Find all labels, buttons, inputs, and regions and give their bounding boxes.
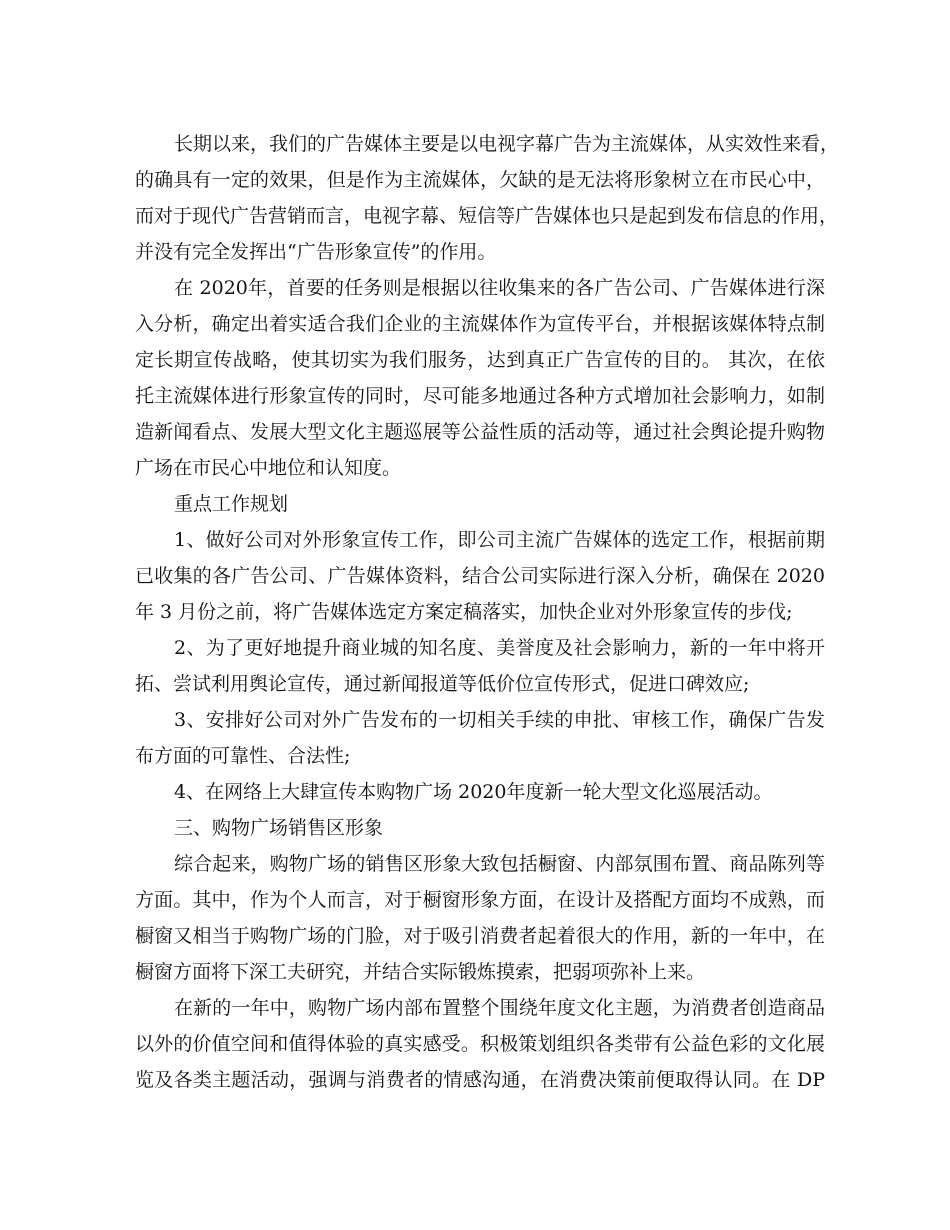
text-line: 在 2020年，首要的任务则是根据以往收集来的各广告公司、广告媒体进行深 (174, 277, 825, 299)
text-line: 的确具有一定的效果，但是作为主流媒体，欠缺的是无法将形象树立在市民心中， (135, 169, 825, 191)
text-line: 广场在市民心中地位和认知度。 (135, 457, 402, 479)
list-item-4 (135, 774, 825, 810)
paragraph-2020-tasks (135, 270, 825, 486)
paragraph-sales-area-image (135, 846, 825, 990)
text-line: 入分析，确定出着实适合我们企业的主流媒体作为宣传平台，并根据该媒体特点制 (135, 313, 825, 335)
section-heading-sales-area (135, 810, 825, 846)
text-line: 造新闻看点、发展大型文化主题巡展等公益性质的活动等，通过社会舆论提升购物 (135, 421, 825, 443)
text-line: 已收集的各广告公司、广告媒体资料，结合公司实际进行深入分析，确保在 2020 (135, 565, 825, 587)
text-line: 年 3 月份之前，将广告媒体选定方案定稿落实，加快企业对外形象宣传的步伐; (135, 601, 793, 623)
list-item-1 (135, 522, 825, 630)
text-line: 布方面的可靠性、合法性; (135, 745, 351, 767)
text-line: 览及各类主题活动，强调与消费者的情感沟通，在消费决策前便取得认同。在 DP (135, 1069, 825, 1091)
text-line: 并没有完全发挥出“广告形象宣传”的作用。 (135, 241, 497, 263)
text-line: 方面。其中，作为个人而言，对于橱窗形象方面，在设计及搭配方面均不成熟，而 (135, 889, 825, 911)
text-line: 拓、尝试利用舆论宣传，通过新闻报道等低价位宣传形式，促进口碑效应; (135, 673, 750, 695)
list-item-3 (135, 702, 825, 774)
text-line: 橱窗方面将下深工夫研究，并结合实际锻炼摸索，把弱项弥补上来。 (135, 961, 706, 983)
paragraph-media-history (135, 126, 840, 270)
document-body (135, 126, 840, 1098)
text-line: 托主流媒体进行形象宣传的同时，尽可能多地通过各种方式增加社会影响力，如制 (135, 385, 825, 407)
text-line: 以外的价值空间和值得体验的真实感受。积极策划组织各类带有公益色彩的文化展 (135, 1033, 825, 1055)
text-line: 长期以来，我们的广告媒体主要是以电视字幕广告为主流媒体，从实效性来看， (174, 133, 840, 155)
text-line: 在新的一年中，购物广场内部布置整个围绕年度文化主题，为消费者创造商品 (174, 997, 825, 1019)
text-line: 1、做好公司对外形象宣传工作，即公司主流广告媒体的选定工作，根据前期 (174, 529, 825, 551)
heading-text: 三、购物广场销售区形象 (174, 817, 384, 839)
paragraph-interior-layout (135, 990, 825, 1098)
heading-text: 重点工作规划 (174, 493, 289, 515)
text-line: 橱窗又相当于购物广场的门脸，对于吸引消费者起着很大的作用，新的一年中，在 (135, 925, 825, 947)
list-item-2 (135, 630, 825, 702)
text-line: 而对于现代广告营销而言，电视字幕、短信等广告媒体也只是起到发布信息的作用， (135, 205, 839, 227)
text-line: 定长期宣传战略，使其切实为我们服务，达到真正广告宣传的目的。 其次，在依 (135, 349, 825, 371)
text-line: 3、安排好公司对外广告发布的一切相关手续的申批、审核工作，确保广告发 (174, 709, 825, 731)
section-heading-work-plan (135, 486, 825, 522)
text-line: 综合起来，购物广场的销售区形象大致包括橱窗、内部氛围布置、商品陈列等 (174, 853, 825, 875)
text-line: 4、在网络上大肆宣传本购物广场 2020年度新一轮大型文化巡展活动。 (174, 781, 773, 803)
text-line: 2、为了更好地提升商业城的知名度、美誉度及社会影响力，新的一年中将开 (174, 637, 825, 659)
